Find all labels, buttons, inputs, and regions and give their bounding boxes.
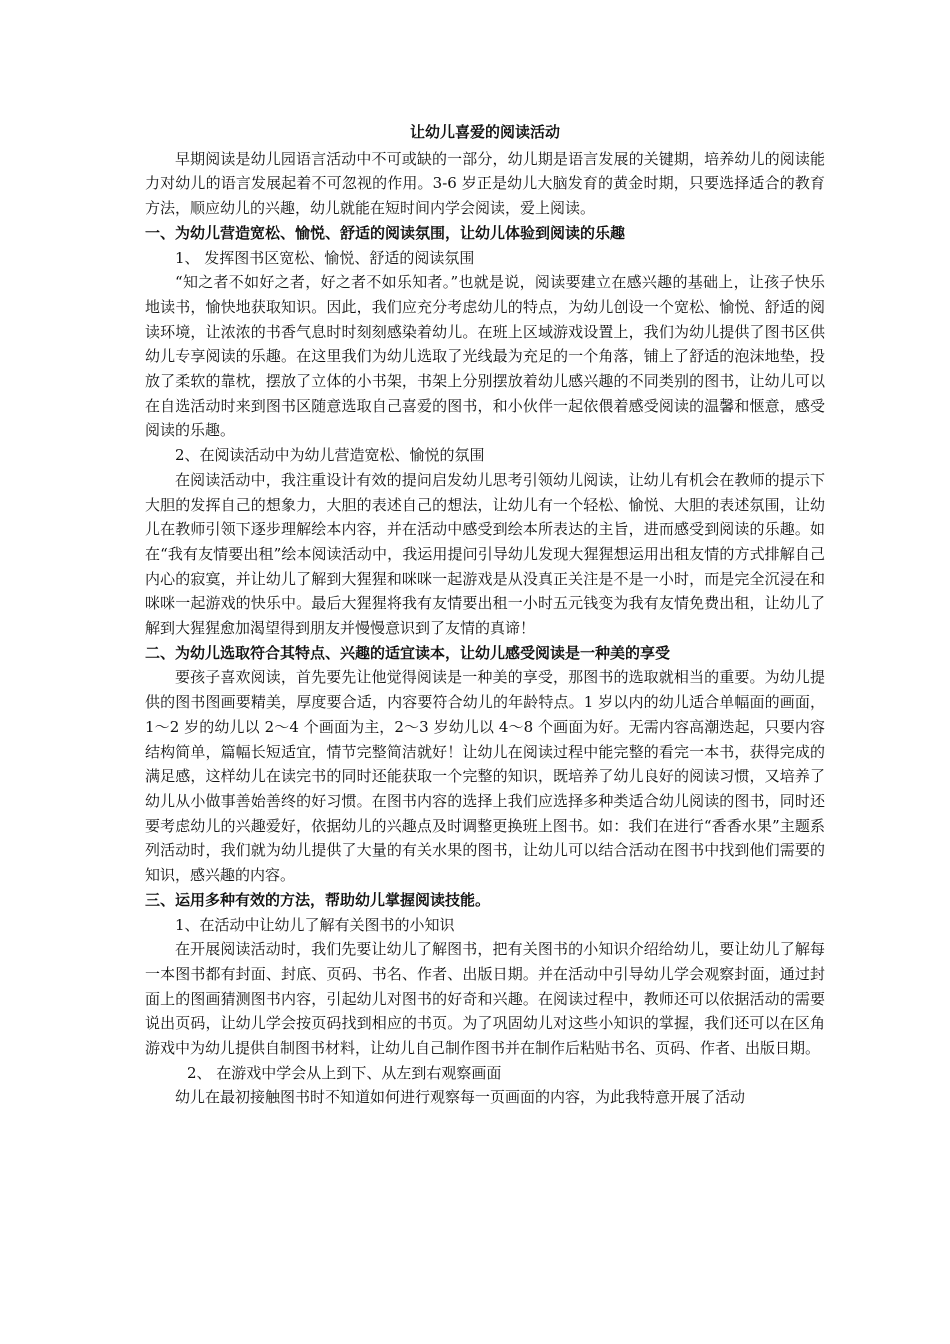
section-3-subheading-2: 2、 在游戏中学会从上到下、从左到右观察画面 — [187, 1063, 502, 1082]
intro-paragraph: 早期阅读是幼儿园语言活动中不可或缺的一部分，幼儿期是语言发展的关键期，培养幼儿的阅读能力对幼儿的语言发展起着不可忽视的作用。3-6 岁正是幼儿大脑发育的黄金时期，只要选择适合的教育方法，顺应幼儿的兴趣，幼儿就能在短时间内学会阅读，爱上阅读。 — [145, 149, 825, 218]
section-3-paragraph-1: 在开展阅读活动时，我们先要让幼儿了解图书，把有关图书的小知识介绍给幼儿，要让幼儿了解每一本图书都有封面、封底、页码、书名、作者、出版日期。并在活动中引导幼儿学会观察封面，通过封面上的图画猜测图书内容，引起幼儿对图书的好奇和兴趣。在阅读过程中，教师还可以依据活动的需要说出页码，让幼儿学会按页码找到相应的书页。为了巩固幼儿对这些小知识的掌握，我们还可以在区角游戏中为幼儿提供自制图书材料，让幼儿自己制作图书并在制作后粘贴书名、页码、作者、出版日期。 — [145, 940, 825, 1058]
document-page — [145, 120, 825, 1110]
section-3-heading: 三、运用多种有效的方法，帮助幼儿掌握阅读技能。 — [145, 890, 491, 909]
section-1-paragraph-2: 在阅读活动中，我注重设计有效的提问启发幼儿思考引领幼儿阅读，让幼儿有机会在教师的提示下大胆的发挥自己的想象力，大胆的表述自己的想法，让幼儿有一个轻松、愉悦、大胆的表述氛围，让幼儿在教师引领下逐步理解绘本内容，并在活动中感受到绘本所表达的主旨，进而感受到阅读的乐趣。如在“我有友情要出租”绘本阅读活动中，我运用提问引导幼儿发现大猩猩想运用出租友情的方式排解自己内心的寂寞，并让幼儿了解到大猩猩和咪咪一起游戏是从没真正关注是不是一小时，而是完全沉浸在和咪咪一起游戏的快乐中。最后大猩猩将我有友情要出租一小时五元钱变为我有友情免费出租，让幼儿了解到大猩猩愈加渴望得到朋友并慢慢意识到了友情的真谛！ — [145, 470, 825, 638]
document-title: 让幼儿喜爱的阅读活动 — [409, 123, 560, 141]
section-1-subheading-1: 1、 发挥图书区宽松、愉悦、舒适的阅读氛围 — [175, 248, 475, 267]
section-1-subheading-2: 2、在阅读活动中为幼儿营造宽松、愉悦的氛围 — [175, 446, 485, 465]
section-3-paragraph-2: 幼儿在最初接触图书时不知道如何进行观察每一页画面的内容，为此我特意开展了活动 — [175, 1088, 746, 1107]
section-2-heading: 二、为幼儿选取符合其特点、兴趣的适宜读本，让幼儿感受阅读是一种美的享受 — [145, 643, 671, 662]
section-1-paragraph-1: “知之者不如好之者，好之者不如乐知者。”也就是说，阅读要建立在感兴趣的基础上，让孩子快乐地读书，愉快地获取知识。因此，我们应充分考虑幼儿的特点，为幼儿创设一个宽松、愉悦、舒适的阅读环境，让浓浓的书香气息时时刻刻感染着幼儿。在班上区域游戏设置上，我们为幼儿提供了图书区供幼儿专享阅读的乐趣。在这里我们为幼儿选取了光线最为充足的一个角落，铺上了舒适的泡沫地垫，投放了柔软的靠枕，摆放了立体的小书架，书架上分别摆放着幼儿感兴趣的不同类别的图书，让幼儿可以在自选活动时来到图书区随意选取自己喜爱的图书，和小伙伴一起依偎着感受阅读的温馨和惬意，感受阅读的乐趣。 — [145, 273, 825, 440]
section-3-subheading-1: 1、在活动中让幼儿了解有关图书的小知识 — [175, 915, 455, 934]
section-1-heading: 一、为幼儿营造宽松、愉悦、舒适的阅读氛围，让幼儿体验到阅读的乐趣 — [145, 223, 626, 242]
section-2-paragraph: 要孩子喜欢阅读，首先要先让他觉得阅读是一种美的享受，那图书的选取就相当的重要。为幼儿提供的图书图画要精美，厚度要合适，内容要符合幼儿的年龄特点。1 岁以内的幼儿适合单幅面的画面，1～2 岁的幼儿以 2～4 个画面为主，2～3 岁幼儿以 4～8 个画面为好。无需内容高潮迭起，只要内容结构简单，篇幅长短适宜，情节完整简洁就好！让幼儿在阅读过程中能完整的看完一本书，获得完成的满足感，这样幼儿在读完书的同时还能获取一个完整的知识，既培养了幼儿良好的阅读习惯，又培养了幼儿从小做事善始善终的好习惯。在图书内容的选择上我们应选择多种类适合幼儿阅读的图书，同时还要考虑幼儿的兴趣爱好，依据幼儿的兴趣点及时调整更换班上图书。如：我们在进行“香香水果”主题系列活动时，我们就为幼儿提供了大量的有关水果的图书，让幼儿可以结合活动在图书中找到他们需要的知识，感兴趣的内容。 — [145, 668, 825, 885]
